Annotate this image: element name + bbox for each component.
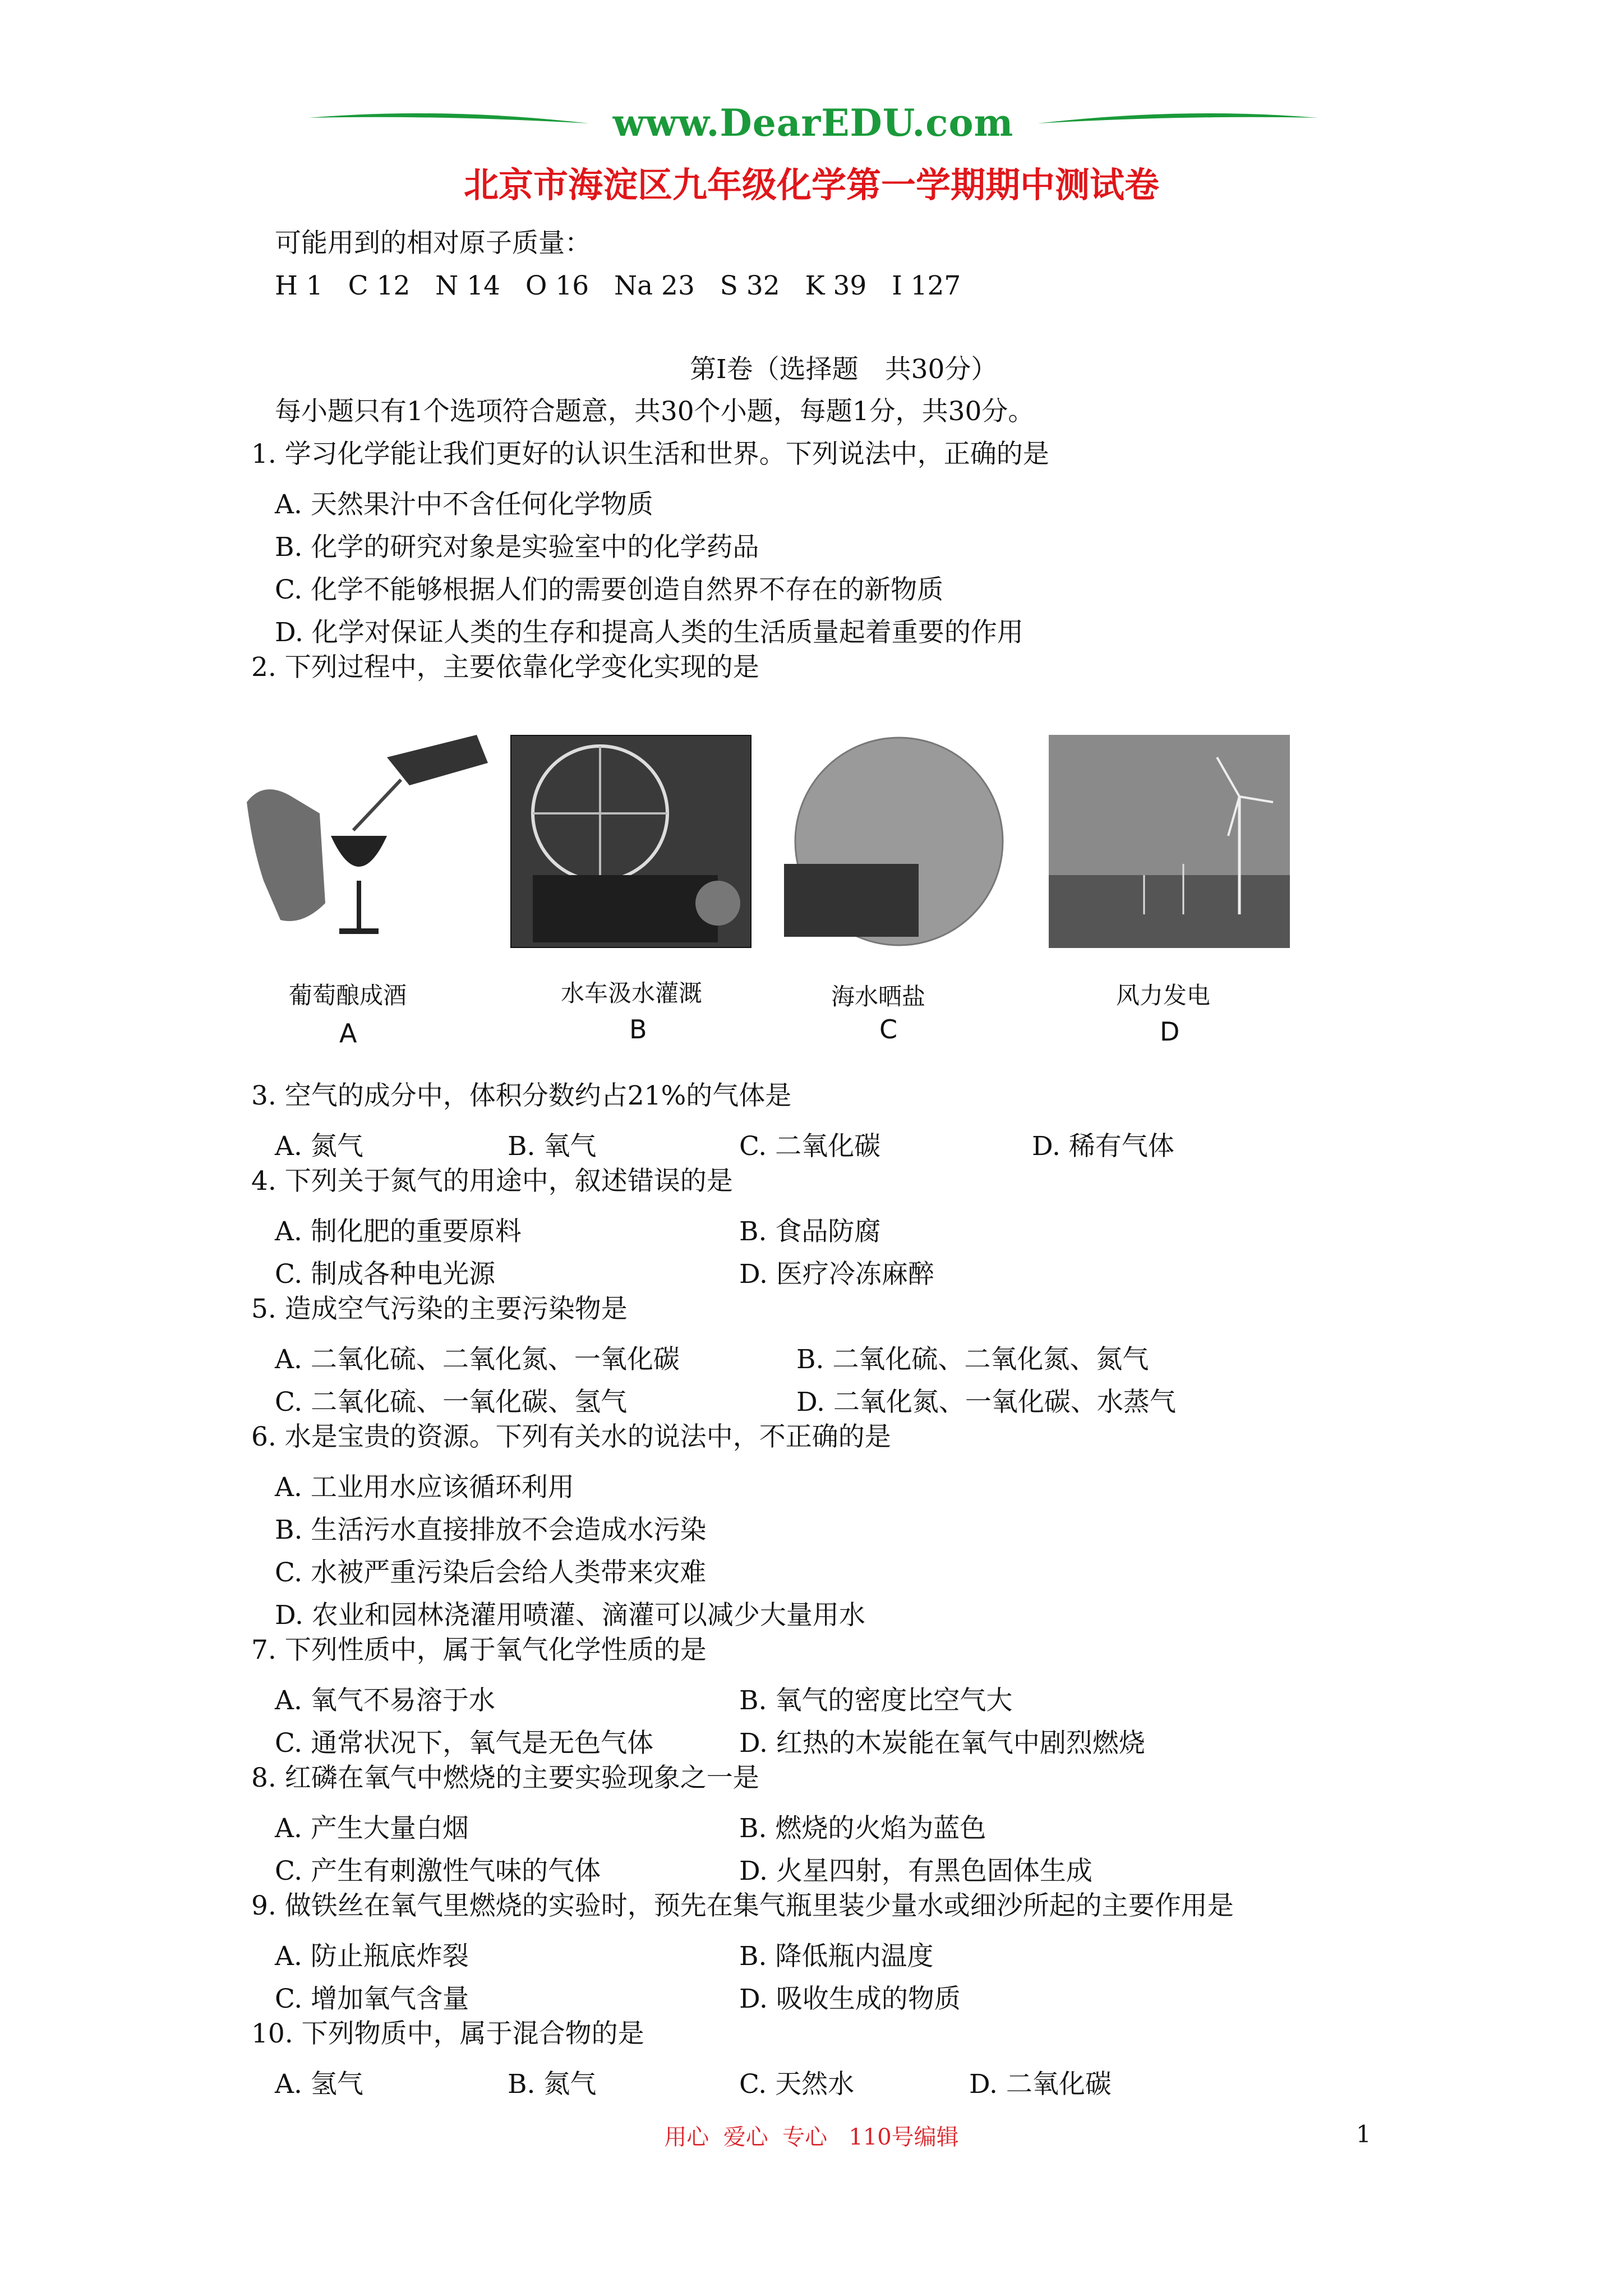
- option: C. 增加氧气含量: [275, 1984, 469, 2014]
- option: A. 氧气不易溶于水: [275, 1685, 495, 1716]
- figure-caption: 海水晒盐: [831, 983, 926, 1010]
- option: D. 火星四射，有黑色固体生成: [739, 1856, 1092, 1887]
- option: D. 医疗冷冻麻醉: [739, 1259, 934, 1290]
- option: A. 氮气: [275, 1131, 363, 1162]
- option: C. 通常状况下，氧气是无色气体: [275, 1728, 654, 1759]
- question-stem: 6. 水是宝贵的资源。下列有关水的说法中，不正确的是: [251, 1421, 891, 1452]
- question-stem: 2. 下列过程中，主要依靠化学变化实现的是: [251, 652, 759, 683]
- option: A. 制化肥的重要原料: [275, 1216, 522, 1247]
- wind-turbine-icon: [1049, 735, 1290, 948]
- page-title: 北京市海淀区九年级化学第一学期期中测试卷: [463, 164, 1159, 205]
- question-stem: 10. 下列物质中，属于混合物的是: [251, 2018, 644, 2049]
- page-number: 1: [1356, 2120, 1371, 2148]
- option: C. 化学不能够根据人们的需要创造自然界不存在的新物质: [275, 574, 944, 605]
- question-stem: 8. 红磷在氧气中燃烧的主要实验现象之一是: [251, 1763, 759, 1793]
- atomic-mass-values: H 1 C 12 N 14 O 16 Na 23 S 32 K 39 I 127: [275, 270, 961, 301]
- question-stem: 1. 学习化学能让我们更好的认识生活和世界。下列说法中，正确的是: [251, 439, 1049, 470]
- option: D. 红热的木炭能在氧气中剧烈燃烧: [739, 1728, 1145, 1759]
- option: B. 化学的研究对象是实验室中的化学药品: [275, 532, 759, 563]
- option: A. 二氧化硫、二氧化氮、一氧化碳: [275, 1344, 680, 1375]
- option: C. 产生有刺激性气味的气体: [275, 1856, 601, 1887]
- question-stem: 9. 做铁丝在氧气里燃烧的实验时，预先在集气瓶里装少量水或细沙所起的主要作用是: [251, 1890, 1234, 1921]
- atomic-mass-label: 可能用到的相对原子质量：: [275, 228, 591, 259]
- option: C. 水被严重污染后会给人类带来灾难: [275, 1557, 707, 1588]
- option: D. 二氧化氮、一氧化碳、水蒸气: [796, 1387, 1176, 1418]
- option: B. 氮气: [508, 2069, 597, 2100]
- section-heading: 第Ⅰ卷（选择题 共30分）: [690, 354, 998, 385]
- wine-glass-icon: [241, 735, 488, 948]
- question-stem: 3. 空气的成分中，体积分数约占21%的气体是: [251, 1080, 792, 1111]
- figure-letter: B: [629, 1014, 647, 1045]
- option: D. 农业和园林浇灌用喷灌、滴灌可以减少大量用水: [275, 1600, 865, 1631]
- option: D. 二氧化碳: [969, 2069, 1112, 2100]
- seasalt-icon: [778, 735, 1020, 948]
- option: B. 氧气的密度比空气大: [739, 1685, 1013, 1716]
- option: D. 吸收生成的物质: [739, 1984, 961, 2014]
- figure-letter: A: [339, 1018, 357, 1048]
- option: B. 燃烧的火焰为蓝色: [739, 1813, 986, 1844]
- figure-letter: C: [879, 1014, 898, 1045]
- site-url: www.DearEDU.com: [612, 101, 1014, 145]
- figure-letter: D: [1160, 1016, 1180, 1047]
- option: B. 降低瓶内温度: [739, 1941, 934, 1972]
- option: A. 产生大量白烟: [275, 1813, 469, 1844]
- option: A. 天然果汁中不含任何化学物质: [275, 489, 653, 520]
- option: A. 防止瓶底炸裂: [275, 1941, 469, 1972]
- option: B. 食品防腐: [739, 1216, 881, 1247]
- section-instruction: 每小题只有1个选项符合题意，共30个小题，每题1分，共30分。: [275, 396, 1035, 427]
- waterwheel-icon: [510, 735, 751, 948]
- page-footer: 用心 爱心 专心 110号编辑: [664, 2124, 959, 2150]
- figure-wine: [241, 735, 488, 948]
- question-stem: 5. 造成空气污染的主要污染物是: [251, 1294, 628, 1324]
- figure-waterwheel: [510, 735, 751, 948]
- site-banner: [303, 101, 1324, 146]
- option: B. 生活污水直接排放不会造成水污染: [275, 1515, 707, 1545]
- figure-caption: 水车汲水灌溉: [561, 979, 703, 1007]
- question-stem: 7. 下列性质中，属于氧气化学性质的是: [251, 1635, 707, 1665]
- option: D. 稀有气体: [1032, 1131, 1174, 1162]
- option: B. 氧气: [508, 1131, 597, 1162]
- option: C. 天然水: [739, 2069, 855, 2100]
- option: D. 化学对保证人类的生存和提高人类的生活质量起着重要的作用: [275, 617, 1023, 648]
- option: C. 制成各种电光源: [275, 1259, 496, 1290]
- option: C. 二氧化碳: [739, 1131, 881, 1162]
- figure-caption: 风力发电: [1116, 982, 1211, 1009]
- figure-windpower: [1049, 735, 1290, 948]
- option: C. 二氧化硫、一氧化碳、氢气: [275, 1387, 628, 1418]
- question-stem: 4. 下列关于氮气的用途中，叙述错误的是: [251, 1166, 733, 1197]
- figure-caption: 葡萄酿成酒: [289, 982, 407, 1009]
- option: A. 工业用水应该循环利用: [275, 1472, 574, 1503]
- option: A. 氢气: [275, 2069, 363, 2100]
- figure-seasalt: [778, 735, 1020, 948]
- option: B. 二氧化硫、二氧化氮、氮气: [796, 1344, 1149, 1375]
